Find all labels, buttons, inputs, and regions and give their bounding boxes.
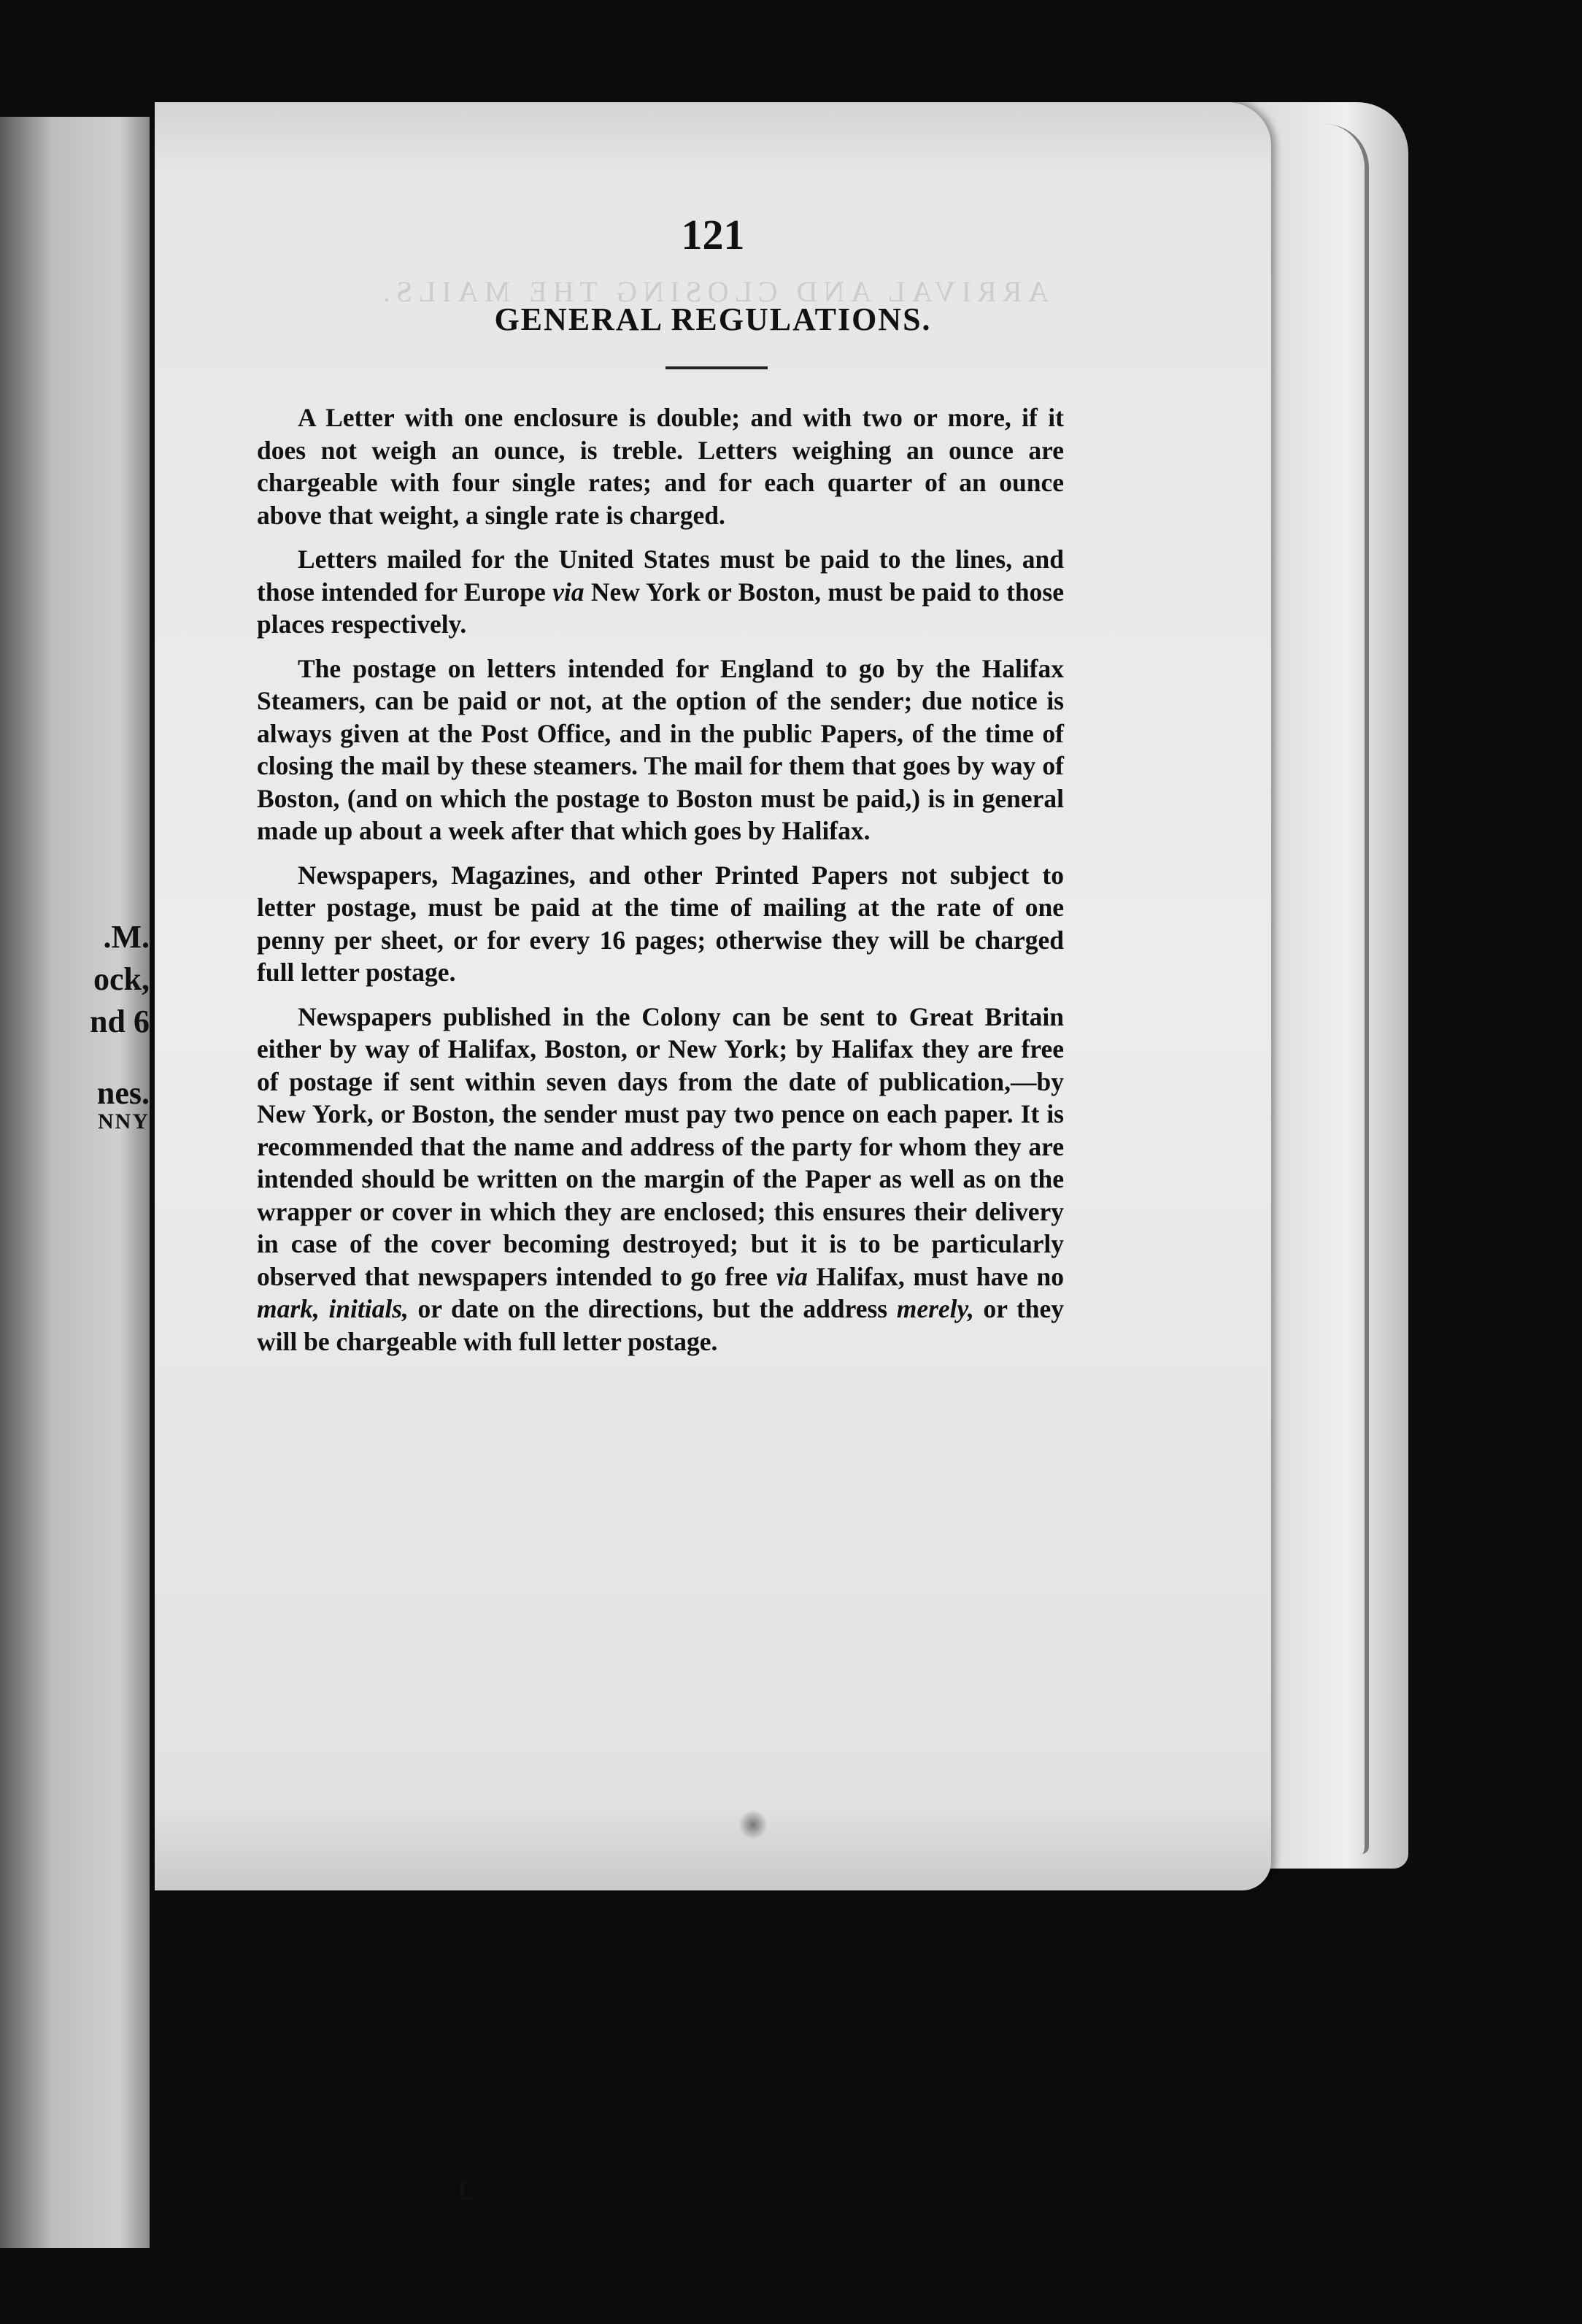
paragraph: The postage on letters intended for England to go by the Halifax Steamers, can be paid or not, at the option of the sender; due notice is always given at the Post Office, and in the public Papers, of the time of closing the mail by these steamers. The mail for them that goes by way of Boston, (and on which the postage to Boston must be paid,) is in general made up about a week after that which goes by Halifax. — [257, 653, 1064, 845]
paragraph: Newspapers, Magazines, and other Printed Papers not subject to letter postage, must be paid at the time of mailing at the rate of one penny per sheet, or for every 16 pages; otherwise they will be charged full letter postage. — [257, 860, 1064, 987]
paragraph: Letters mailed for the United States must be paid to the lines, and those intended for Europe via New York or Boston, must be paid to those places respectively. — [257, 545, 1064, 639]
regulations-text — [257, 401, 1064, 1369]
left-page-fragment: nes. — [96, 1075, 150, 1111]
left-page-fragment: nd 6 — [90, 1004, 150, 1039]
paper-speck — [738, 1810, 768, 1839]
bleed-through-heading: ARRIVAL AND CLOSING THE MAILS. — [377, 275, 1049, 308]
signature-mark: L — [458, 2176, 476, 2205]
left-page-edge — [0, 117, 150, 2248]
page-title: GENERAL REGULATIONS. — [494, 301, 932, 337]
left-page-fragment: ock, — [93, 961, 150, 997]
paragraph: A Letter with one enclosure is double; and with two or more, if it does not weigh an ounce, is treble. Letters weighing an ounce are chargeable with four single rates; and for each quarter of an ounce above that weight, a single rate is charged. — [257, 403, 1064, 530]
book-page — [155, 102, 1271, 2205]
title-rule — [665, 366, 768, 369]
paragraph: Newspapers published in the Colony can be sent to Great Britain either by way of Halifax, Boston, or New York; by Halifax they are free of postage if sent within seven days from the date of publication,—by New York, or Boston, the sender must pay two pence on each paper. It is recommended that the name and address of the party for whom they are intended should be written on the margin of the Paper as well as on the wrapper or cover in which they are enclosed; this ensures their delivery in case of the cover becoming destroyed; but it is to be particularly observed that newspapers intended to go free via Halifax, must have no mark, initials, or date on the directions, but the address merely, or they will be chargeable with full letter postage. — [257, 1001, 1065, 1356]
left-page-fragment: NNY — [98, 1109, 150, 1134]
page-number: 121 — [681, 211, 745, 258]
left-page-fragment: .M. — [103, 919, 150, 955]
